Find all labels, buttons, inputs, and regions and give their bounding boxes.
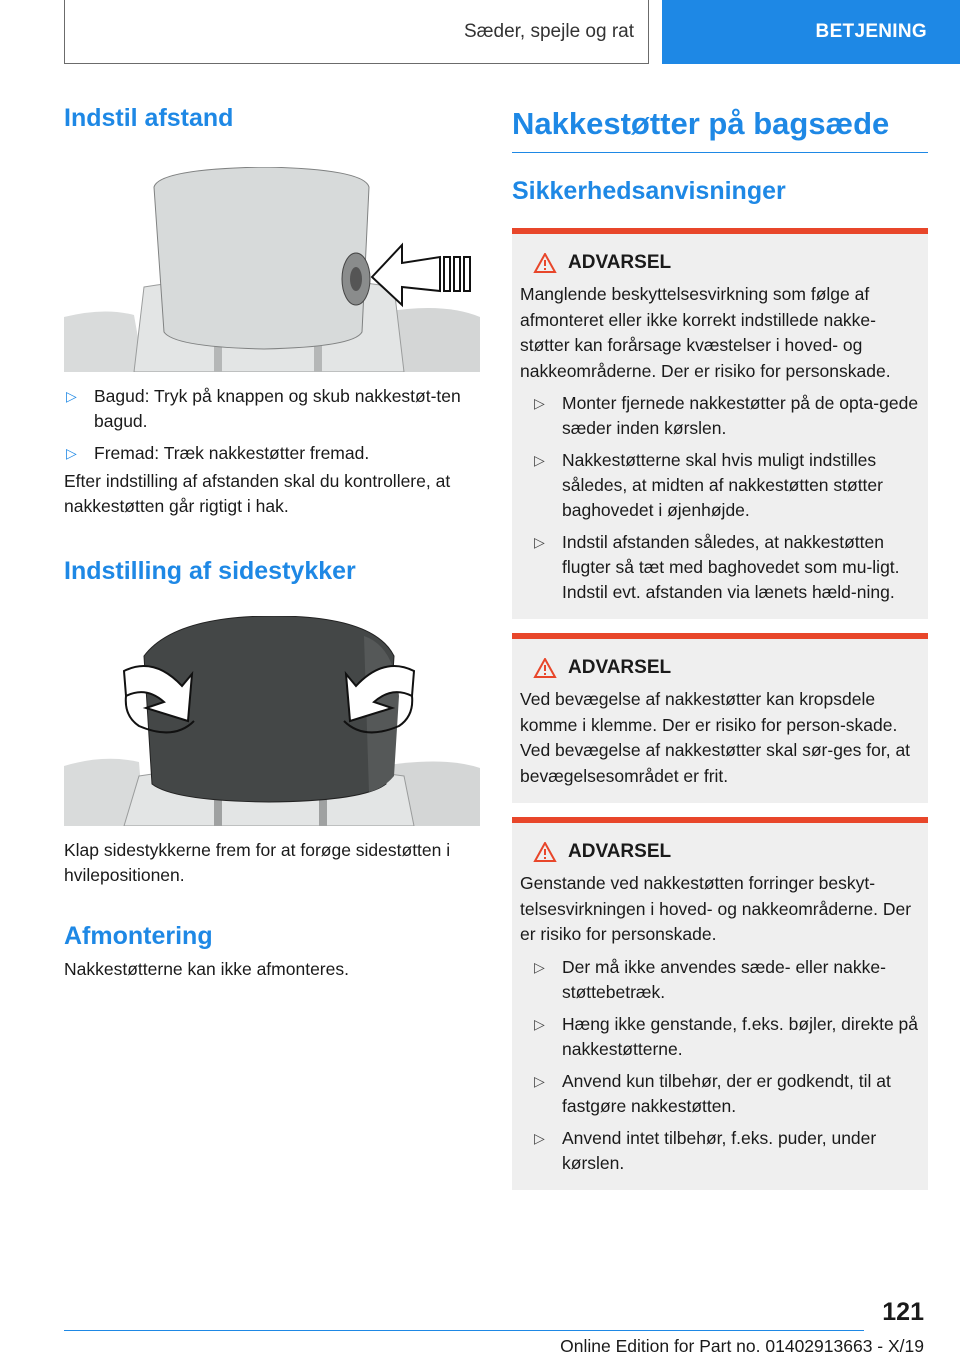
warning-header: [520, 657, 920, 679]
warning-text: Manglende beskyttelsesvirkning som følge af afmonteret eller ikke korrekt indstillede nakke-støtter kan forårsage kvæstelser i hoved- og nakkeområderne. Der er risiko for personskade.: [520, 284, 891, 381]
list-item: ▷ Anvend kun tilbehør, der er godkendt, til at fastgøre nakkestøtten.: [534, 1070, 891, 1116]
bullet-triangle-icon: ▷: [534, 1015, 545, 1032]
warning-triangle-icon: [528, 253, 562, 273]
warning-triangle-icon: [528, 842, 562, 862]
list-item: ▷ Indstil afstanden således, at nakkestøtten flugter så tæt med baghovedet som mu-ligt. Indstil evt. afstanden via lænets hæld-ning.: [534, 532, 900, 602]
bullet-triangle-icon: ▷: [534, 1129, 545, 1146]
warning-bullet-list: [520, 955, 920, 1176]
headrest-sides-illustration: [64, 616, 480, 826]
headrest-distance-illustration: [64, 167, 480, 372]
warning-box: [512, 817, 928, 1190]
remove-paragraph: Nakkestøtterne kan ikke afmonteres.: [64, 959, 349, 979]
heading-remove: Afmontering: [64, 922, 213, 950]
warning-text: Ved bevægelse af nakkestøtter kan kropsdele komme i klemme. Der er risiko for person-skade. Ved bevægelse af nakkestøtter skal sør-ges for, at bevægelsesområdet er frit.: [520, 689, 911, 786]
left-column: [64, 96, 480, 982]
heading-distance: Indstil afstand: [64, 104, 234, 132]
header-chapter: [662, 0, 960, 64]
list-item: ▷ Nakkestøtterne skal hvis muligt indstilles således, at midten af nakkestøtten støtter baghovedet i øjenhøjde.: [534, 450, 883, 520]
heading-rear-headrests: Nakkestøtter på bagsæde: [512, 106, 890, 141]
header-section-title: Sæder, spejle og rat: [463, 20, 634, 42]
list-item: ▷ Monter fjernede nakkestøtter på de opta-gede sæder inden kørslen.: [534, 393, 919, 438]
distance-paragraph: Efter indstilling af afstanden skal du kontrollere, at nakkestøtten går rigtigt i hak.: [64, 471, 451, 516]
warning-title: ADVARSEL: [568, 657, 672, 678]
warning-triangle-icon: [528, 658, 562, 678]
heading-sides: Indstilling af sidestykker: [64, 557, 356, 585]
warning-text: Genstande ved nakkestøtten forringer beskyt-telsesvirkningen i hoved- og nakkeområderne. Der er risiko for personskade.: [520, 873, 912, 944]
sides-paragraph: Klap sidestykkerne frem for at forøge sidestøtten i hvilepositionen.: [64, 840, 451, 885]
warning-bullet-list: [520, 391, 920, 605]
warning-box: [512, 228, 928, 619]
list-item: ▷ Hæng ikke genstande, f.eks. bøjler, direkte på nakkestøtterne.: [534, 1013, 919, 1059]
right-column: [512, 96, 928, 1190]
heading-safety: Sikkerhedsanvisninger: [512, 177, 786, 205]
bullet-triangle-icon: ▷: [66, 445, 77, 461]
footer-rule: [64, 1330, 864, 1331]
warning-header: [520, 252, 920, 274]
header-section: [64, 0, 649, 64]
bullet-triangle-icon: ▷: [534, 1072, 545, 1089]
warning-title: ADVARSEL: [568, 841, 672, 862]
list-item: ▷ Bagud: Tryk på knappen og skub nakkestøt-ten bagud.: [66, 386, 461, 431]
bullet-triangle-icon: ▷: [534, 452, 545, 468]
warning-header: [520, 841, 920, 863]
page-number: 121: [882, 1298, 924, 1326]
list-item: ▷ Der må ikke anvendes sæde- eller nakke-støttebetræk.: [534, 956, 886, 1002]
list-item: ▷ Anvend intet tilbehør, f.eks. puder, under kørslen.: [534, 1127, 877, 1173]
edition-text: Online Edition for Part no. 01402913663 - X/19: [560, 1336, 924, 1356]
bullet-triangle-icon: ▷: [534, 534, 545, 550]
header-chapter-title: BETJENING: [815, 21, 927, 42]
bullet-triangle-icon: ▷: [66, 388, 77, 404]
bullet-triangle-icon: ▷: [534, 958, 545, 975]
warning-box: [512, 633, 928, 803]
list-item: ▷ Fremad: Træk nakkestøtter fremad.: [64, 441, 480, 466]
bullet-triangle-icon: ▷: [534, 395, 545, 411]
heading-rule: [512, 152, 928, 153]
warning-title: ADVARSEL: [568, 252, 672, 273]
distance-bullet-list: [64, 384, 480, 466]
